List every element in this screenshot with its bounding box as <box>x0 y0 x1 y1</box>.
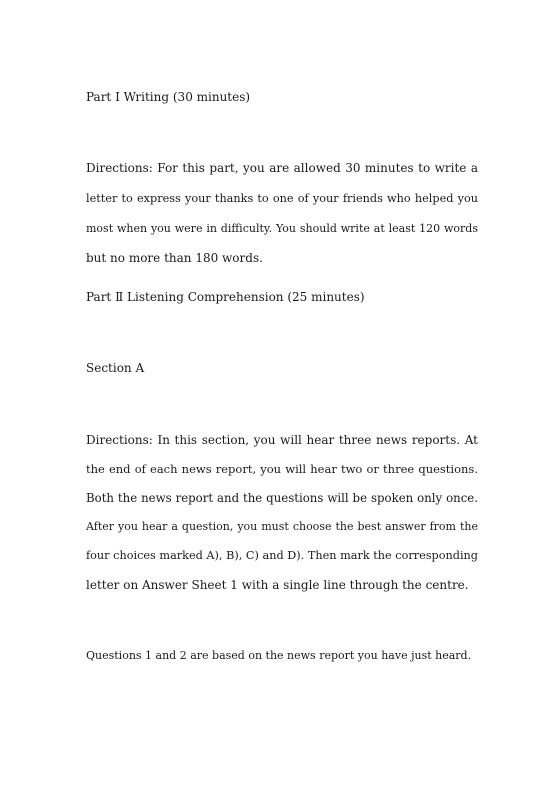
section-a-directions-line: the end of each news report, you will hear two or three questions. <box>86 462 478 476</box>
section-a-directions-line: letter on Answer Sheet 1 with a single line through the centre. <box>86 578 469 592</box>
section-a-directions-line: After you hear a question, you must choose the best answer from the <box>86 520 478 533</box>
questions-1-2-intro: Questions 1 and 2 are based on the news report you have just heard. <box>86 649 472 662</box>
part2-heading: Part Ⅱ Listening Comprehension (25 minutes) <box>86 290 365 304</box>
part1-directions-line: but no more than 180 words. <box>86 251 263 265</box>
section-a-directions-line: four choices marked A), B), C) and D). Then mark the corresponding <box>86 549 478 562</box>
part1-directions-line: letter to express your thanks to one of your friends who helped you <box>86 192 478 205</box>
part1-directions-line: most when you were in difficulty. You should write at least 120 words <box>86 222 478 235</box>
section-a-heading: Section A <box>86 361 145 375</box>
part1-heading: Part I Writing (30 minutes) <box>86 90 251 104</box>
section-a-directions-line: Both the news report and the questions will be spoken only once. <box>86 491 478 505</box>
section-a-directions-line: Directions: In this section, you will hear three news reports. At <box>86 433 478 447</box>
part1-directions-line: Directions: For this part, you are allowed 30 minutes to write a <box>86 161 478 175</box>
